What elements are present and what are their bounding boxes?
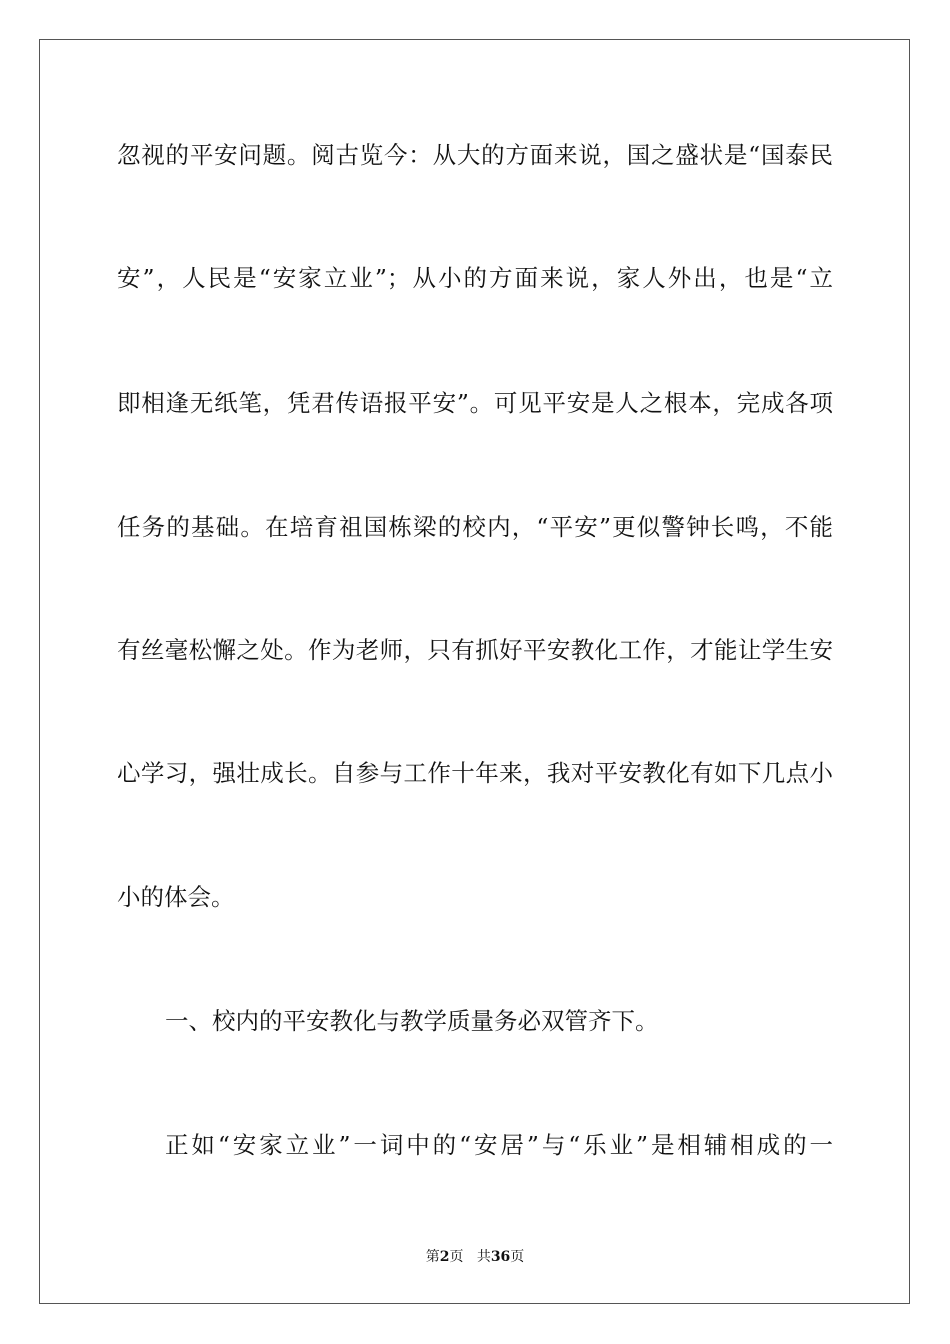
page-footer — [0, 1248, 950, 1266]
body-text-line-2: 安”，人民是“安家立业”；从小的方面来说，家人外出，也是“立 — [117, 264, 833, 292]
footer-page-prefix: 第 — [425, 1249, 440, 1265]
body-text-line-5: 有丝毫松懈之处。作为老师，只有抓好平安教化工作，才能让学生安 — [117, 636, 833, 664]
body-text-line-1: 忽视的平安问题。阅古览今：从大的方面来说，国之盛状是“国泰民 — [117, 141, 833, 169]
footer-page-number: 2 — [439, 1249, 450, 1265]
footer-page-suffix: 页 — [449, 1249, 464, 1265]
body-text-line-3: 即相逢无纸笔，凭君传语报平安”。可见平安是人之根本，完成各项 — [117, 389, 833, 417]
footer-total-pages: 36 — [490, 1249, 511, 1265]
body-text-line-7: 小的体会。 — [117, 883, 235, 911]
footer-total-prefix: 共 — [476, 1249, 491, 1265]
body-text-line-4: 任务的基础。在培育祖国栋梁的校内，“平安”更似警钟长鸣，不能 — [117, 513, 833, 541]
body-text-line-6: 心学习，强壮成长。自参与工作十年来，我对平安教化有如下几点小 — [117, 759, 833, 787]
section-heading: 一、校内的平安教化与教学质量务必双管齐下。 — [165, 1007, 659, 1035]
page-border — [39, 39, 910, 1304]
footer-total-suffix: 页 — [510, 1249, 525, 1265]
paragraph-first-line: 正如“安家立业”一词中的“安居”与“乐业”是相辅相成的一 — [165, 1131, 833, 1159]
